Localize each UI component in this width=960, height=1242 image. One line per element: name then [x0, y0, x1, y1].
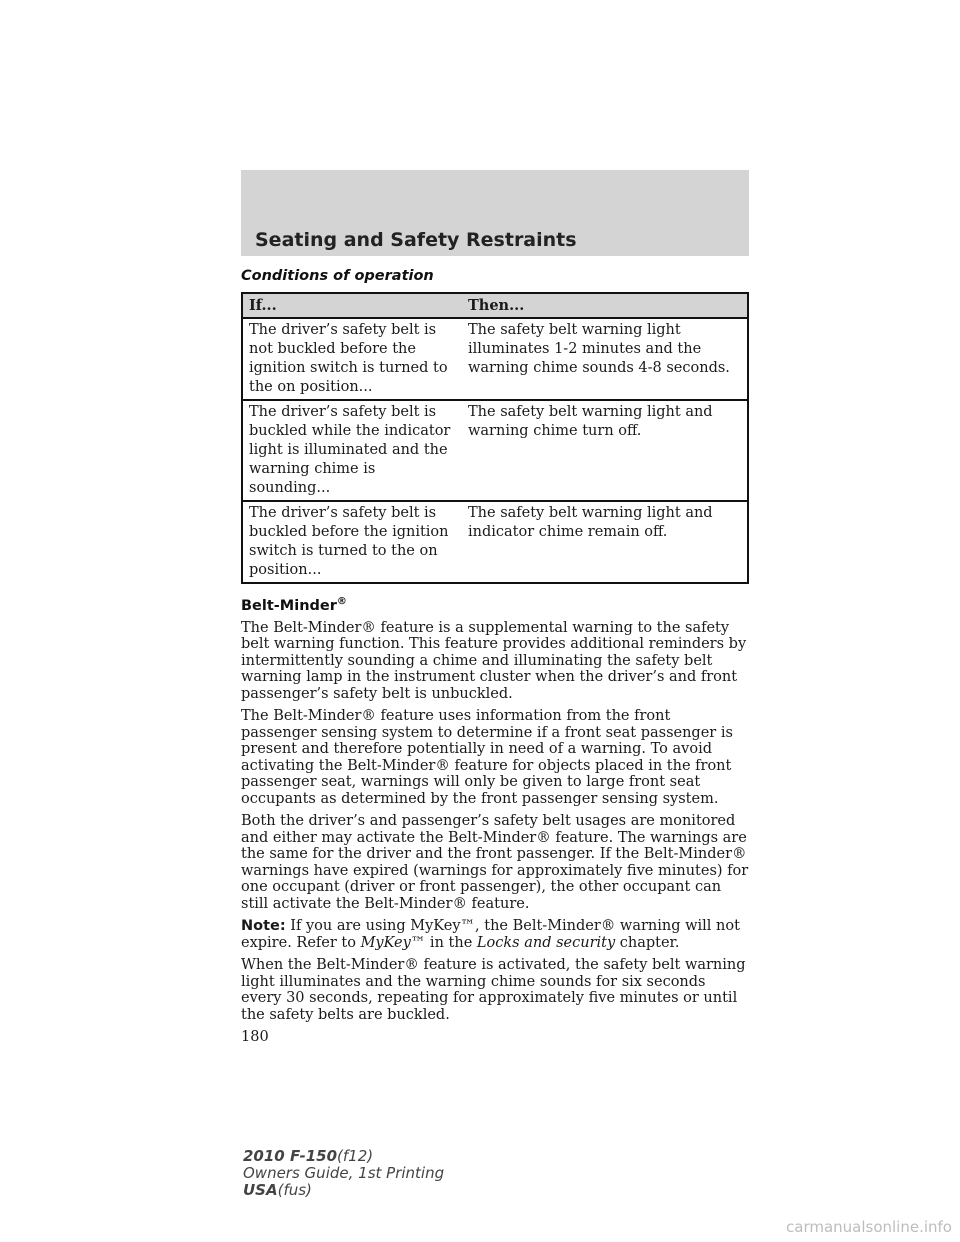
- mykey-reference: MyKey™: [360, 934, 426, 951]
- note-label: Note:: [241, 918, 286, 935]
- table-cell-then: The safety belt warning light and warning chime turn off.: [462, 400, 748, 501]
- document-footer: [243, 1148, 444, 1199]
- paragraph: The Belt-Minder® feature is a supplemental warning to the safety belt warning function. This feature provides additional reminders by intermittently sounding a chime and illuminating the safety belt warning lamp in the instrument cluster when the driver’s and front passenger’s safety belt is unbuckled.: [241, 619, 747, 702]
- conditions-heading: Conditions of operation: [241, 268, 434, 284]
- table-row: [242, 400, 748, 501]
- note-text: chapter.: [615, 934, 680, 951]
- table-row: [242, 318, 748, 400]
- table-row: [242, 501, 748, 583]
- footer-line: Owners Guide, 1st Printing: [243, 1164, 445, 1182]
- note-paragraph: [241, 918, 749, 951]
- table-header-row: [242, 293, 748, 318]
- section-header-band: [241, 170, 749, 256]
- belt-minder-heading: [241, 596, 749, 614]
- table-cell-if: The driver’s safety belt is buckled before the ignition switch is turned to the on position...: [242, 501, 462, 583]
- table-cell-then: The safety belt warning light illuminates 1-2 minutes and the warning chime sounds 4-8 seconds.: [462, 318, 748, 400]
- note-text: If you are using MyKey™, the Belt-Minder® warning will not expire. Refer to: [241, 918, 740, 951]
- conditions-table: [241, 292, 749, 584]
- chapter-reference: Locks and security: [476, 934, 616, 951]
- table-cell-if: The driver’s safety belt is buckled while the indicator light is illuminated and the warning chime is sounding...: [242, 400, 462, 501]
- paragraph: Both the driver’s and passenger’s safety belt usages are monitored and either may activate the Belt-Minder® feature. The warnings are the same for the driver and the front passenger. If the Belt-Minder® warnings have expired (warnings for approximately five minutes) for one occupant (driver or front passenger), the other occupant can still activate the Belt-Minder® feature.: [241, 813, 749, 912]
- table-cell-then: The safety belt warning light and indicator chime remain off.: [462, 501, 748, 583]
- note-text: in the: [425, 934, 477, 951]
- section-title: Seating and Safety Restraints: [255, 229, 577, 251]
- belt-minder-heading-text: Belt-Minder: [241, 597, 337, 614]
- footer-line: [243, 1182, 444, 1199]
- column-header-then: Then...: [462, 293, 748, 318]
- page-content: [241, 268, 749, 1045]
- footer-line: [243, 1148, 444, 1165]
- footer-code: (f12): [337, 1147, 374, 1165]
- footer-region-code: (fus): [277, 1181, 312, 1199]
- footer-model: 2010 F-150: [243, 1147, 338, 1165]
- paragraph: When the Belt-Minder® feature is activated, the safety belt warning light illuminates and the warning chime sounds for six seconds every 30 seconds, repeating for approximately five minutes or until the safety belts are buckled.: [241, 957, 746, 1023]
- paragraph: The Belt-Minder® feature uses information from the front passenger sensing system to determine if a front seat passenger is present and therefore potentially in need of a warning. To avoid activating the Belt-Minder® feature for objects placed in the front passenger seat, warnings will only be given to large front seat occupants as determined by the front passenger sensing system.: [241, 708, 733, 807]
- footer-region: USA: [243, 1181, 278, 1199]
- table-cell-if: The driver’s safety belt is not buckled before the ignition switch is turned to the on position...: [242, 318, 462, 400]
- column-header-if: If...: [242, 293, 462, 318]
- watermark: carmanualsonline.info: [786, 1218, 952, 1236]
- registered-mark: ®: [336, 596, 347, 607]
- page-number: 180: [241, 1029, 269, 1046]
